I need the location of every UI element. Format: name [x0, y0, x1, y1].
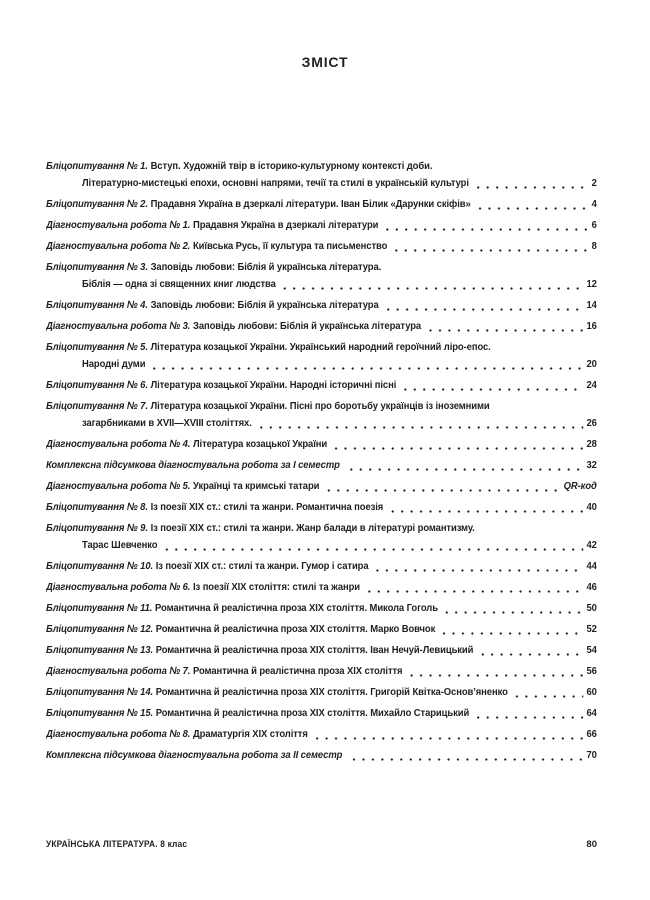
toc-entry-title-continued: Тарас Шевченко: [82, 539, 158, 551]
toc-entry-line: [46, 457, 597, 474]
toc-entry-prefix: Бліцопитування № 7.: [46, 400, 148, 412]
toc-page-number: 12: [586, 278, 597, 290]
toc-entry-title: Заповідь любови: Біблія й українська література: [150, 299, 379, 311]
toc-entry-line: [46, 377, 597, 394]
toc-entry: [46, 158, 597, 192]
toc-entry-line: [46, 600, 597, 617]
toc-entry-line: [46, 436, 597, 453]
toc-dot-leader: [392, 238, 588, 255]
toc-entry: [46, 684, 597, 701]
toc-entry-title: Із поезії XIX ст.: стилі та жанри. Жанр балади в літературі романтизму.: [150, 522, 475, 534]
toc-page-number: 20: [586, 358, 597, 370]
toc-entry-prefix: Бліцопитування № 15.: [46, 707, 154, 719]
toc-page-number: 28: [586, 438, 597, 450]
toc-dot-leader: [256, 415, 583, 432]
toc-entry: [46, 318, 597, 335]
toc-dot-leader: [442, 600, 582, 617]
toc-dot-leader: [407, 663, 583, 680]
toc-entry-prefix: Бліцопитування № 6.: [46, 379, 148, 391]
toc-page-number: 54: [586, 644, 597, 656]
toc-entry-line: [46, 478, 597, 495]
toc-page-number: 56: [586, 665, 597, 677]
toc-entry-line: [46, 217, 597, 234]
toc-entry: [46, 642, 597, 659]
toc-page-number: 6: [591, 219, 597, 231]
toc-entry-prefix: Бліцопитування № 8.: [46, 501, 148, 513]
toc-entry-prefix: Бліцопитування № 9.: [46, 522, 148, 534]
toc-entry-title: Київська Русь, її культура та письменство: [193, 240, 388, 252]
toc-entry-title: Вступ. Художній твір в історико-культурному контексті доби.: [150, 160, 433, 172]
toc-entry-prefix: Діагностувальна робота № 2.: [46, 240, 191, 252]
toc-dot-leader: [512, 684, 583, 701]
toc-dot-leader: [162, 537, 583, 554]
toc-entry-prefix: Діагностувальна робота № 1.: [46, 219, 191, 231]
toc-page-number: 46: [586, 581, 597, 593]
toc-dot-leader: [347, 457, 583, 474]
toc-entry: [46, 436, 597, 453]
toc-entry-title: Література козацької України. Народні історичні пісні: [150, 379, 397, 391]
toc-entry-line: [46, 259, 597, 276]
toc-entry-title: Романтична й реалістична проза XIX століття. Михайло Старицький: [155, 707, 470, 719]
toc-entry: [46, 217, 597, 234]
toc-entry-title-continued: загарбниками в XVII—XVIII століттях.: [82, 417, 252, 429]
toc-entry-prefix: Діагностувальна робота № 6.: [46, 581, 191, 593]
toc-entry-title: Заповідь любови: Біблія й українська література.: [150, 261, 382, 273]
toc-entry-title: Прадавня Україна в дзеркалі літератури. Іван Білик «Дарунки скіфів»: [150, 198, 471, 210]
toc-page-number: 26: [586, 417, 597, 429]
toc-entry-line: [46, 642, 597, 659]
toc-entry: [46, 398, 597, 432]
toc-dot-leader: [440, 621, 583, 638]
toc-entry-line: [46, 579, 597, 596]
toc-entry-line: [46, 621, 597, 638]
toc-entry-line: [46, 196, 597, 213]
toc-dot-leader: [150, 356, 583, 373]
toc-entry-prefix: Бліцопитування № 5.: [46, 341, 148, 353]
toc-dot-leader: [383, 217, 588, 234]
toc-entry-title: Драматургія XIX століття: [193, 728, 308, 740]
toc-entry-line: [46, 339, 597, 356]
toc-page-number: 50: [586, 602, 597, 614]
toc-page-number: 52: [586, 623, 597, 635]
toc-entry-title: Із поезії XIX ст.: стилі та жанри. Гумор і сатира: [155, 560, 369, 572]
toc-entry: [46, 558, 597, 575]
toc-entry-line: [46, 158, 597, 175]
toc-dot-leader: [373, 558, 583, 575]
toc-entry-prefix: Діагностувальна робота № 5.: [46, 480, 191, 492]
toc-page-number: 42: [586, 539, 597, 551]
toc-entry-title: Романтична й реалістична проза XIX століття: [193, 665, 403, 677]
toc-entry-title: Романтична й реалістична проза XIX століття. Марко Вовчок: [155, 623, 436, 635]
toc-entry-prefix: Діагностувальна робота № 8.: [46, 728, 191, 740]
toc-dot-leader: [350, 747, 583, 764]
toc-page-number: 2: [591, 177, 597, 189]
toc-entry-title: Література козацької України. Український народний героїчний ліро-епос.: [150, 341, 491, 353]
toc-entry-continuation: [46, 175, 597, 192]
toc-entry: [46, 457, 597, 474]
toc-dot-leader: [383, 297, 583, 314]
toc-dot-leader: [475, 196, 588, 213]
page-footer: [46, 839, 597, 850]
toc-entry-title: Література козацької України. Пісні про боротьбу українців із іноземними: [150, 400, 490, 412]
toc-entry-line: [46, 297, 597, 314]
toc-entry-line: [46, 318, 597, 335]
toc-entry-continuation: [46, 356, 597, 373]
toc-page-number: 44: [586, 560, 597, 572]
toc-dot-leader: [473, 175, 588, 192]
toc-dot-leader: [426, 318, 583, 335]
toc-page-number: 8: [591, 240, 597, 252]
toc-entry-title: Заповідь любови: Біблія й українська література: [193, 320, 422, 332]
toc-dot-leader: [324, 478, 560, 495]
toc-entry: [46, 499, 597, 516]
toc-entry-title: Романтична й реалістична проза XIX століття. Микола Гоголь: [155, 602, 438, 614]
toc-entry: [46, 238, 597, 255]
toc-entry-continuation: [46, 415, 597, 432]
toc-entry-title-continued: Літературно-мистецькі епохи, основні напрями, течії та стилі в українській культурі: [82, 177, 469, 189]
toc-entry: [46, 196, 597, 213]
toc-page-number: 70: [586, 749, 597, 761]
toc-entry: [46, 339, 597, 373]
toc-entry: [46, 600, 597, 617]
toc-entry-prefix: Бліцопитування № 12.: [46, 623, 154, 635]
toc-entry-title: Українці та кримські татари: [193, 480, 320, 492]
toc-entry-title: Романтична й реалістична проза XIX століття. Григорій Квітка-Основ’яненко: [155, 686, 508, 698]
toc-page-number: 40: [586, 501, 597, 513]
toc-entry-continuation: [46, 276, 597, 293]
toc-entry: [46, 663, 597, 680]
toc-entry: [46, 705, 597, 722]
toc-entry-prefix: Бліцопитування № 10.: [46, 560, 154, 572]
toc-entry-prefix: Комплексна підсумкова діагностувальна робота за I семестр: [46, 459, 340, 471]
toc-dot-leader: [312, 726, 583, 743]
toc-entry-line: [46, 663, 597, 680]
toc-entry-prefix: Діагностувальна робота № 7.: [46, 665, 191, 677]
toc-page-number: QR-код: [563, 480, 597, 492]
toc-entry-line: [46, 238, 597, 255]
toc-entry-line: [46, 499, 597, 516]
toc-entry-title-continued: Народні думи: [82, 358, 146, 370]
toc-entry-line: [46, 726, 597, 743]
toc-entry-title-continued: Біблія — одна зі священних книг людства: [82, 278, 276, 290]
toc-entry-prefix: Комплексна підсумкова діагностувальна робота за II семестр: [46, 749, 343, 761]
toc-page-number: 66: [586, 728, 597, 740]
toc-entry-prefix: Бліцопитування № 11.: [46, 602, 153, 614]
toc-entry-prefix: Бліцопитування № 4.: [46, 299, 148, 311]
page-title: ЗМІСТ: [301, 54, 349, 70]
toc-entry-prefix: Бліцопитування № 1.: [46, 160, 148, 172]
toc-entry-title: Романтична й реалістична проза XIX століття. Іван Нечуй-Левицький: [155, 644, 474, 656]
toc-page-number: 4: [591, 198, 597, 210]
toc-entry: [46, 259, 597, 293]
toc-entry: [46, 747, 597, 764]
toc-dot-leader: [365, 579, 583, 596]
footer-book-title: УКРАЇНСЬКА ЛІТЕРАТУРА. 8 клас: [46, 839, 188, 850]
toc-entry-prefix: Діагностувальна робота № 3.: [46, 320, 191, 332]
toc-entry: [46, 478, 597, 495]
toc-entry: [46, 579, 597, 596]
toc-entry: [46, 520, 597, 554]
toc-entry: [46, 726, 597, 743]
toc-page-number: 60: [586, 686, 597, 698]
toc-entry-line: [46, 747, 597, 764]
toc-entry-line: [46, 558, 597, 575]
toc-dot-leader: [388, 499, 583, 516]
toc-entry: [46, 377, 597, 394]
toc-dot-leader: [280, 276, 583, 293]
toc-dot-leader: [401, 377, 583, 394]
toc-entry-title: Із поезії XIX століття: стилі та жанри: [193, 581, 361, 593]
toc-entry-line: [46, 705, 597, 722]
toc-entry-prefix: Бліцопитування № 14.: [46, 686, 154, 698]
toc-entry-title: Із поезії XIX ст.: стилі та жанри. Романтична поезія: [150, 501, 384, 513]
toc-page-number: 16: [586, 320, 597, 332]
toc-entry: [46, 621, 597, 638]
toc-page-number: 14: [586, 299, 597, 311]
toc-entry-prefix: Бліцопитування № 2.: [46, 198, 148, 210]
toc-entry-prefix: Діагностувальна робота № 4.: [46, 438, 191, 450]
toc-dot-leader: [478, 642, 583, 659]
toc-entry-title: Прадавня Україна в дзеркалі літератури: [193, 219, 379, 231]
toc-entry-line: [46, 520, 597, 537]
toc-entry-prefix: Бліцопитування № 13.: [46, 644, 154, 656]
toc-list: [46, 158, 597, 768]
toc-entry-line: [46, 398, 597, 415]
toc-dot-leader: [332, 436, 583, 453]
toc-dot-leader: [474, 705, 583, 722]
toc-entry: [46, 297, 597, 314]
footer-page-number: 80: [586, 839, 597, 850]
toc-entry-title: Література козацької України: [193, 438, 328, 450]
toc-page-number: 24: [586, 379, 597, 391]
toc-entry-continuation: [46, 537, 597, 554]
toc-page-number: 32: [586, 459, 597, 471]
toc-entry-prefix: Бліцопитування № 3.: [46, 261, 148, 273]
toc-page-number: 64: [586, 707, 597, 719]
toc-entry-line: [46, 684, 597, 701]
